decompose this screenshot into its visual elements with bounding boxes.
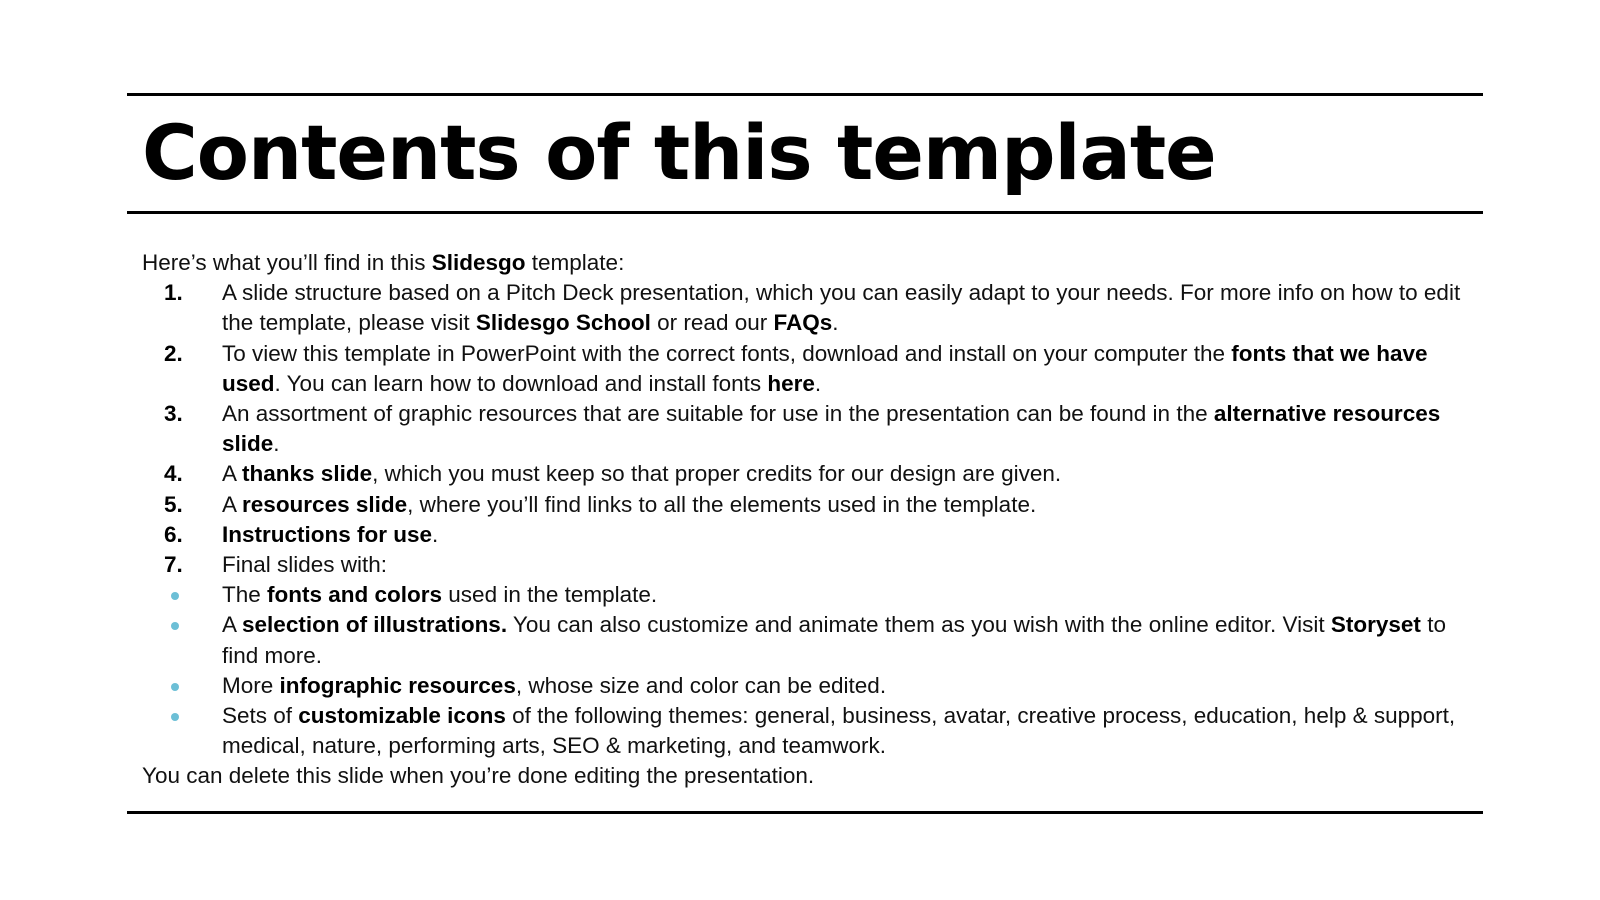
emphasis-text: resources slide <box>242 491 408 517</box>
emphasis-text: infographic resources <box>279 672 516 698</box>
slide-body <box>142 248 1472 792</box>
list-item: 4. A thanks slide, which you must keep so that proper credits for our design are given. <box>142 459 1472 489</box>
list-item: 5. A resources slide, where you’ll find links to all the elements used in the template. <box>142 490 1472 520</box>
slide-title: Contents of this template <box>142 108 1216 197</box>
slidesgo-school-link[interactable]: Slidesgo School <box>475 310 651 336</box>
list-number: 6. <box>164 521 183 547</box>
list-item: 6. Instructions for use. <box>142 520 1472 550</box>
emphasis-text: selection of illustrations. <box>242 612 508 638</box>
bullet-item: More infographic resources, whose size and color can be edited. <box>142 671 1472 701</box>
bullet-dot-icon <box>171 622 179 630</box>
here-link[interactable]: here <box>767 370 815 396</box>
list-number: 1. <box>164 280 183 306</box>
bullet-item: Sets of customizable icons of the following themes: general, business, avatar, creative process, education, help & support, medical, nature, performing arts, SEO & marketing, and teamwork. <box>142 701 1472 761</box>
list-number: 7. <box>164 552 183 578</box>
alternative-resources-link: alternative resources slide <box>222 401 1441 457</box>
list-number: 2. <box>164 340 183 366</box>
bullet-dot-icon <box>171 683 179 691</box>
list-item: 3. An assortment of graphic resources that are suitable for use in the presentation can be found in the alternative resources slide. <box>164 401 1441 457</box>
contents-list <box>142 278 1472 580</box>
faqs-link[interactable]: FAQs <box>773 310 833 336</box>
bullet-dot-icon <box>171 592 179 600</box>
brand-name: Slidesgo <box>431 250 526 275</box>
emphasis-text: thanks slide <box>242 461 373 487</box>
list-item: 7. Final slides with: <box>142 550 1472 580</box>
list-number: 3. <box>164 401 183 427</box>
final-slides-list <box>142 580 1472 761</box>
emphasis-text: Instructions for use <box>222 521 433 547</box>
bullet-item: A selection of illustrations. You can also customize and animate them as you wish with the online editor. Visit Storyset to find more. <box>142 610 1472 670</box>
top-divider <box>127 93 1483 96</box>
list-number: 4. <box>164 461 183 487</box>
bullet-dot-icon <box>171 713 179 721</box>
emphasis-text: customizable icons <box>298 703 506 729</box>
list-number: 5. <box>164 491 183 517</box>
storyset-link[interactable]: Storyset <box>1330 612 1421 638</box>
list-item: 1. A slide structure based on a Pitch Deck presentation, which you can easily adapt to your needs. For more info on how to edit the template, please visit Slidesgo School or read our FAQs. <box>164 280 1461 336</box>
emphasis-text: fonts and colors <box>267 582 443 608</box>
bottom-divider <box>127 811 1483 814</box>
list-item: 2. To view this template in PowerPoint with the correct fonts, download and install on your computer the fonts that we have used. You can learn how to download and install fonts here. <box>164 340 1428 396</box>
title-divider <box>127 211 1483 214</box>
bullet-item: The fonts and colors used in the template. <box>142 580 1472 610</box>
intro-text: Here’s what you’ll find in this Slidesgo template: <box>142 250 625 275</box>
footer-note: You can delete this slide when you’re done editing the presentation. <box>142 763 815 789</box>
fonts-link[interactable]: fonts that we have used <box>222 340 1428 396</box>
